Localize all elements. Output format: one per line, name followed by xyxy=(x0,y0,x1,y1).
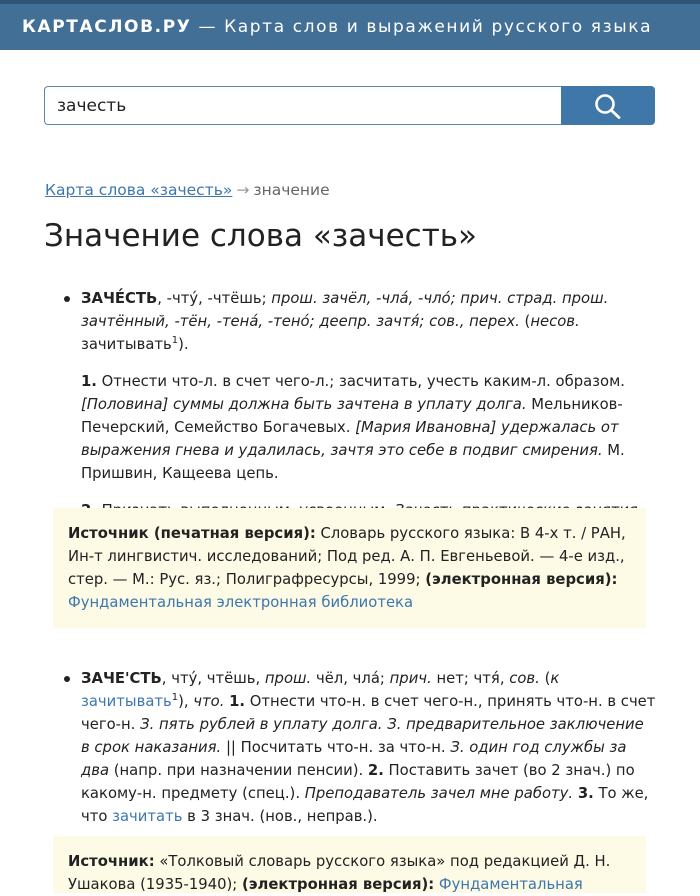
breadcrumb-current: значение xyxy=(253,181,330,199)
entry-2-text-part: прош. xyxy=(264,670,312,687)
source-label: Источник (печатная версия): xyxy=(68,525,316,542)
entry-2-text-part: (напр. при назначении пенсии). xyxy=(109,762,368,779)
page-title: Значение слова «зачесть» xyxy=(44,218,477,254)
entry-2-text-part: Поставить зачет (во 2 знач.) по какому-н. предмету (спец.). xyxy=(81,762,635,802)
source-link[interactable]: Фундаментальная электронная библиотека xyxy=(68,594,414,611)
site-header xyxy=(0,0,700,50)
brand-separator: — xyxy=(191,17,225,37)
entry-2-example: З. пять рублей в уплату долга. З. предварительное заключение в срок наказания. xyxy=(81,716,644,756)
site-brand[interactable] xyxy=(22,17,652,37)
sense-number: 2. xyxy=(367,762,384,779)
entry-2-text-part: || Посчитать что-н. за что-н. xyxy=(221,739,451,756)
source-label-electronic: (электронная версия): xyxy=(242,876,435,893)
sense-example: [Половина] суммы должна быть зачтена в уплату долга. xyxy=(81,396,527,413)
source-link[interactable]: Фундаментальная xyxy=(438,876,583,893)
source-text: Словарь русского языка: В 4-х т. / РАН, Ин-т лингвистич. исследований; Под ред. А. П. Евгеньевой. — 4-е изд., стер. — М.: Рус. яз.; Полиграфресурсы, 1999; xyxy=(68,525,626,588)
entry-2-text-part: чёл, чла́; xyxy=(311,670,390,687)
entry-2-text-part: в 3 знач. (нов., неправ.). xyxy=(182,808,378,825)
source-box-2 xyxy=(53,836,646,893)
entry-2-text-part: что. xyxy=(193,693,225,710)
breadcrumb-arrow: → xyxy=(236,181,250,199)
entry-1-superscript: 1 xyxy=(171,335,179,347)
entry-1-headword: ЗАЧЕ́СТЬ xyxy=(81,290,158,307)
sense-number: 3. xyxy=(577,785,594,802)
sense-example-source: Мельников-Печерский, Семейство Богачевых. xyxy=(81,396,623,436)
entry-2-text xyxy=(81,667,656,828)
source-label: Источник: xyxy=(68,853,155,870)
entry-2-text-part: ), xyxy=(178,693,194,710)
definition-entry-1 xyxy=(81,287,656,522)
entry-2-headword: ЗАЧЕ'СТЬ xyxy=(81,670,162,687)
definition-entry-2 xyxy=(81,667,656,828)
entry-2-example: З. один год службы за два xyxy=(81,739,627,779)
link-zachityvat[interactable]: зачитывать xyxy=(81,693,172,710)
entry-2-superscript: 1 xyxy=(171,692,179,704)
entry-1-forms-italic: прош. зачёл, -чла́, -чло́; прич. страд. прош. зачтённый, -тён, -тена́, -тено́; деепр. зачтя́; сов., перех. xyxy=(81,290,609,330)
sense-example: [Мария Ивановна] удержалась от выражения гнева и удалилась, зачтя это себе в подвиг смирения. xyxy=(81,419,619,459)
entry-1-forms: , -чту́, -чтёшь; xyxy=(157,290,272,307)
link-zachitat[interactable]: зачитать xyxy=(112,808,183,825)
entry-1-paren: ( xyxy=(519,313,531,330)
sense-number: 1. xyxy=(229,693,246,710)
bullet-marker xyxy=(64,676,70,682)
entry-2-text-part: Отнести что-н. в счет чего-н., принять что-н. в счет чего-н. xyxy=(81,693,656,733)
site-logo[interactable]: КАРТАСЛОВ.РУ xyxy=(22,17,192,37)
source-box-1 xyxy=(53,508,646,628)
entry-2-text-part: прич. xyxy=(389,670,432,687)
sense-definition: Отнести что-л. в счет чего-л.; засчитать, учесть каким-л. образом. xyxy=(96,373,625,390)
entry-1-paren-close: ). xyxy=(178,336,189,353)
entry-2-text-part: сов. xyxy=(509,670,540,687)
entry-2-text-part: к xyxy=(550,670,560,687)
sense-1 xyxy=(81,370,656,485)
entry-1-pair-verb: зачитывать xyxy=(81,336,172,353)
search-input[interactable]: зачесть xyxy=(44,86,561,125)
entry-2-text-part: ( xyxy=(539,670,551,687)
entry-2-text-part: То же, что xyxy=(81,785,649,825)
entry-2-text-part: , чту́, чтёшь, xyxy=(161,670,265,687)
bullet-marker xyxy=(64,296,70,302)
source-label-electronic: (электронная версия): xyxy=(425,571,618,588)
entry-1-grammar xyxy=(81,287,656,356)
sense-example-source: М. Пришвин, Кащеева цепь. xyxy=(81,442,625,482)
breadcrumb-link-word-map[interactable]: Карта слова «зачесть» xyxy=(45,181,233,199)
site-tagline: Карта слов и выражений русского языка xyxy=(224,17,653,37)
entry-1-aspect: несов. xyxy=(530,313,580,330)
sense-number: 1. xyxy=(81,373,97,390)
entry-2-text-part: нет; чтя́, xyxy=(431,670,510,687)
entry-2-example: Преподаватель зачел мне работу. xyxy=(304,785,574,802)
source-text: «Толковый словарь русского языка» под редакцией Д. Н. Ушакова (1935-1940); xyxy=(68,853,611,893)
breadcrumb xyxy=(45,181,330,199)
search-icon xyxy=(594,93,622,119)
search-bar xyxy=(44,86,655,125)
search-button[interactable] xyxy=(561,86,655,125)
